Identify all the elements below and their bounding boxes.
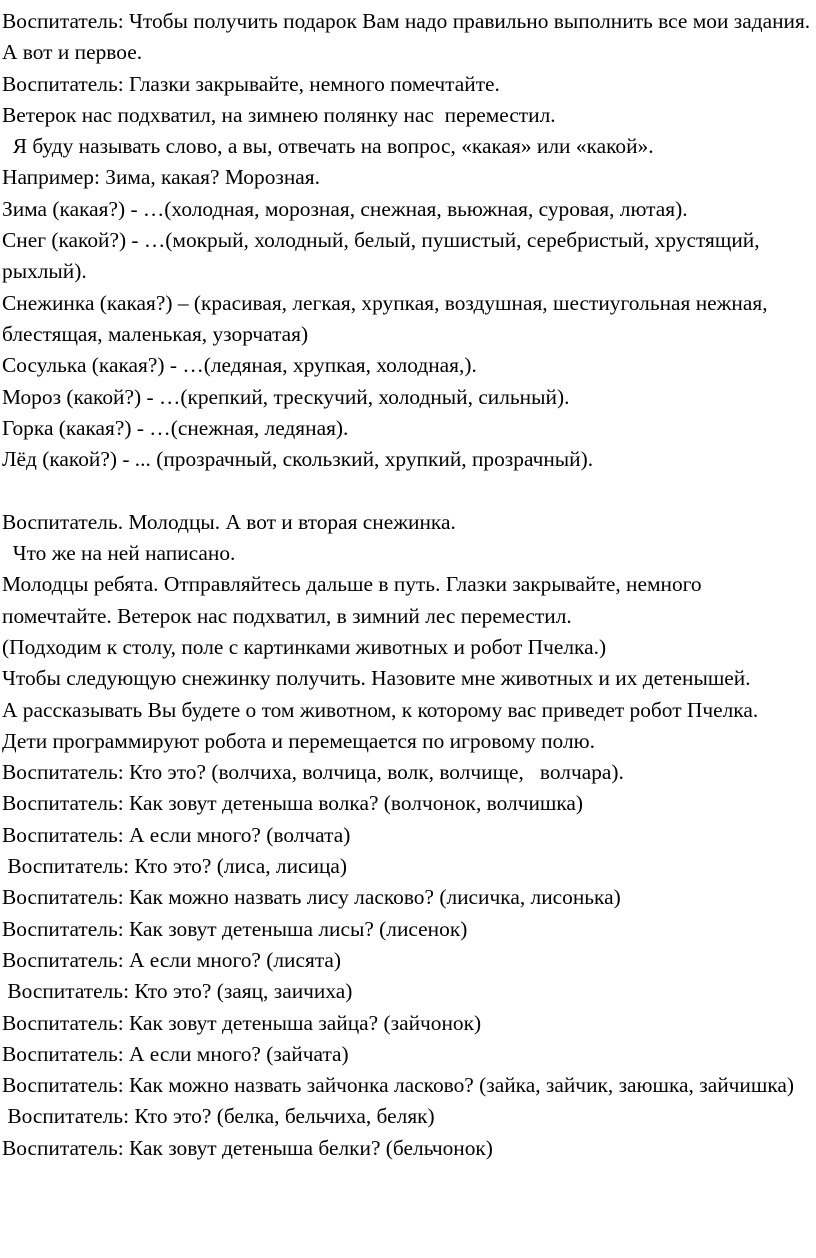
paragraph: Что же на ней написано.: [2, 541, 236, 566]
paragraph: Воспитатель: Глазки закрывайте, немного помечтайте.: [2, 71, 500, 96]
paragraph: Воспитатель: А если много? (волчата): [2, 822, 351, 847]
paragraph: Сосулька (какая?) - …(ледяная, хрупкая, холодная,).: [2, 353, 477, 378]
paragraph: Воспитатель: Как можно назвать лису ласково? (лисичка, лисонька): [2, 885, 621, 910]
paragraph: Молодцы ребята. Отправляйтесь дальше в путь. Глазки закрывайте, немного помечтайте. Ветерок нас подхватил, в зимний лес переместил.: [2, 572, 707, 628]
paragraph: Воспитатель: Кто это? (белка, бельчиха, беляк): [2, 1104, 435, 1129]
paragraph: Воспитатель: Как можно назвать зайчонка ласково? (зайка, зайчик, заюшка, зайчишка): [2, 1073, 795, 1098]
paragraph: Снег (какой?) - …(мокрый, холодный, белый, пушистый, серебристый, хрустящий, рыхлый).: [2, 228, 765, 284]
paragraph: Чтобы следующую снежинку получить. Назовите мне животных и их детенышей.: [2, 666, 751, 691]
paragraph: Воспитатель: Как зовут детеныша белки? (бельчонок): [2, 1135, 493, 1160]
paragraph: Мороз (какой?) - …(крепкий, трескучий, холодный, сильный).: [2, 384, 570, 409]
paragraph: Снежинка (какая?) – (красивая, легкая, хрупкая, воздушная, шестиугольная нежная, блестящая, маленькая, узорчатая): [2, 290, 773, 346]
paragraph: Зима (какая?) - …(холодная, морозная, снежная, вьюжная, суровая, лютая).: [2, 196, 688, 221]
paragraph: Воспитатель: Как зовут детеныша лисы? (лисенок): [2, 916, 468, 941]
paragraph: Воспитатель: Чтобы получить подарок Вам надо правильно выполнить все мои задания. А вот и первое.: [2, 9, 816, 65]
paragraph: А рассказывать Вы будете о том животном, к которому вас приведет робот Пчелка.: [2, 697, 759, 722]
blank-line: [2, 475, 814, 506]
paragraph: Воспитатель: Кто это? (заяц, заичиха): [2, 979, 353, 1004]
paragraph: Например: Зима, какая? Морозная.: [2, 165, 320, 190]
paragraph: (Подходим к столу, поле с картинками животных и робот Пчелка.): [2, 634, 607, 659]
paragraph: Лёд (какой?) - ... (прозрачный, скользкий, хрупкий, прозрачный).: [2, 447, 594, 472]
paragraph: Дети программируют робота и перемещается по игровому полю.: [2, 728, 595, 753]
paragraph: Воспитатель: Кто это? (волчиха, волчица, волк, волчище, волчара).: [2, 760, 624, 785]
paragraph: Воспитатель: Как зовут детеныша зайца? (зайчонок): [2, 1010, 482, 1035]
paragraph: Горка (какая?) - …(снежная, ледяная).: [2, 415, 349, 440]
paragraph: Воспитатель: Кто это? (лиса, лисица): [2, 854, 348, 879]
paragraph: Ветерок нас подхватил, на зимнею полянку нас переместил.: [2, 102, 556, 127]
paragraph: Воспитатель: Как зовут детеныша волка? (волчонок, волчишка): [2, 791, 584, 816]
paragraph: Я буду называть слово, а вы, отвечать на вопрос, «какая» или «какой».: [2, 134, 654, 159]
paragraph: Воспитатель: А если много? (лисята): [2, 947, 342, 972]
paragraph: Воспитатель: А если много? (зайчата): [2, 1041, 349, 1066]
paragraph: Воспитатель. Молодцы. А вот и вторая снежинка.: [2, 509, 456, 534]
